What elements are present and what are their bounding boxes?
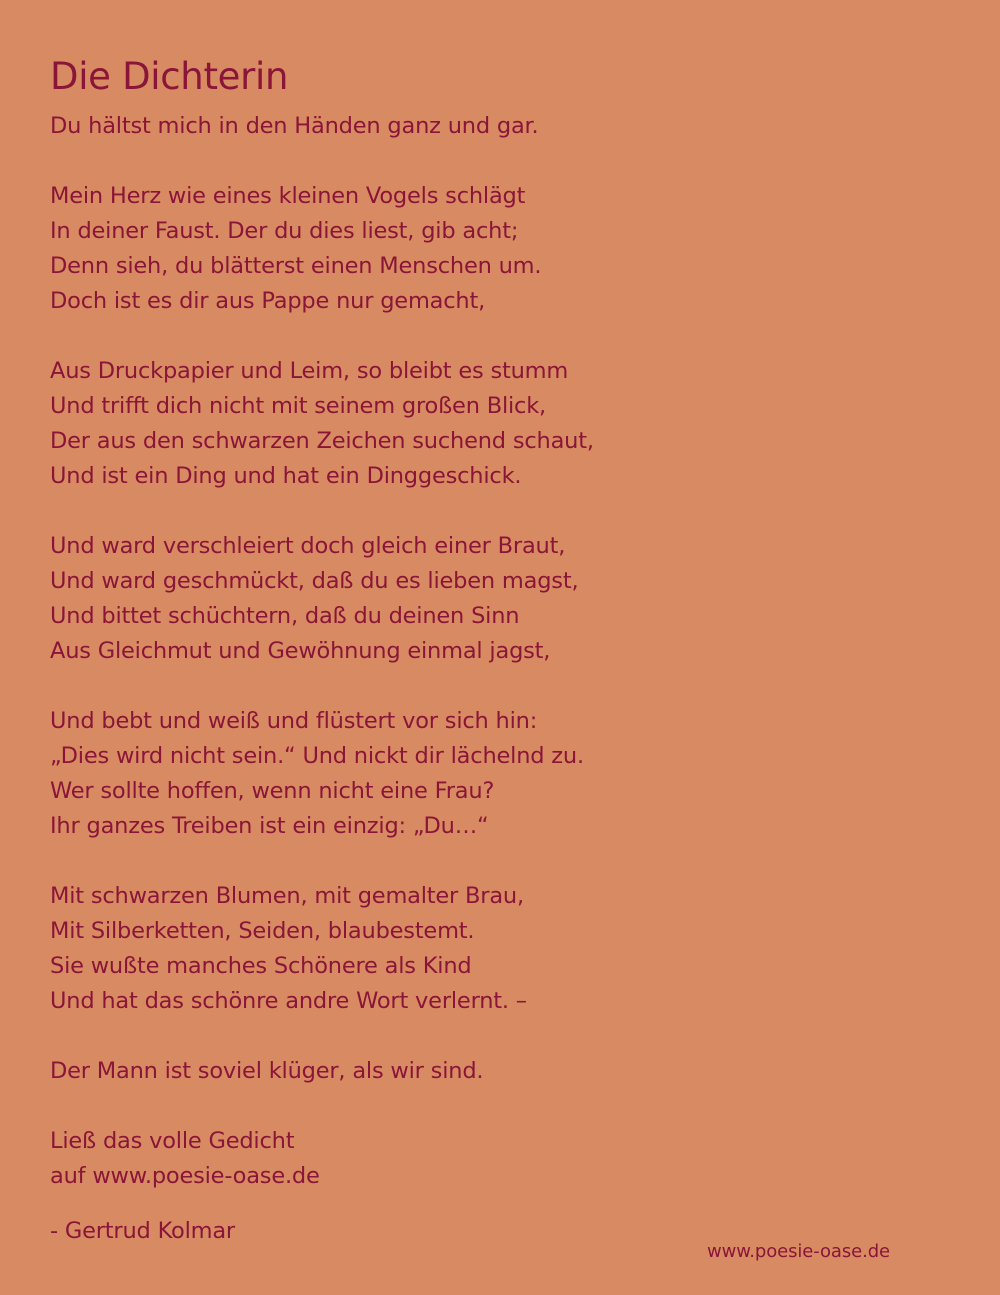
poem-container (50, 55, 950, 1249)
poem-line: Und bittet schüchtern, daß du deinen Sinn (50, 603, 520, 629)
site-watermark: www.poesie-oase.de (707, 1241, 890, 1262)
poem-line: Doch ist es dir aus Pappe nur gemacht, (50, 288, 486, 314)
stanza-3 (50, 354, 950, 494)
poem-line: Der Mann ist soviel klüger, als wir sind. (50, 1058, 484, 1084)
poem-line: Und ward geschmückt, daß du es lieben magst, (50, 568, 579, 594)
poem-line: Aus Gleichmut und Gewöhnung einmal jagst, (50, 638, 551, 664)
poem-title: Die Dichterin (50, 55, 289, 98)
poem-line: Mit Silberketten, Seiden, blaubestemt. (50, 918, 475, 944)
poem-line: Sie wußte manches Schönere als Kind (50, 953, 472, 979)
poem-line: Du hältst mich in den Händen ganz und gar. (50, 113, 539, 139)
poem-line: Aus Druckpapier und Leim, so bleibt es stumm (50, 358, 569, 384)
stanza-2 (50, 179, 950, 319)
poem-line: Denn sieh, du blätterst einen Menschen um. (50, 253, 542, 279)
stanza-4 (50, 529, 950, 669)
poem-line: Ihr ganzes Treiben ist ein einzig: „Du…“ (50, 813, 489, 839)
poem-author: - Gertrud Kolmar (50, 1218, 235, 1244)
poem-line: Mein Herz wie eines kleinen Vogels schlägt (50, 183, 526, 209)
poem-line: Wer sollte hoffen, wenn nicht eine Frau? (50, 778, 495, 804)
stanza-7 (50, 1054, 950, 1089)
poem-line: In deiner Faust. Der du dies liest, gib acht; (50, 218, 519, 244)
poem-line: Mit schwarzen Blumen, mit gemalter Brau, (50, 883, 524, 909)
poem-line: Und ward verschleiert doch gleich einer Braut, (50, 533, 566, 559)
poem-line: Und trifft dich nicht mit seinem großen Blick, (50, 393, 546, 419)
stanza-1 (50, 109, 950, 144)
poem-line: „Dies wird nicht sein.“ Und nickt dir lächelnd zu. (50, 743, 584, 769)
poem-line: Der aus den schwarzen Zeichen suchend schaut, (50, 428, 594, 454)
stanza-6 (50, 879, 950, 1019)
stanza-5 (50, 704, 950, 844)
footer-line: auf www.poesie-oase.de (50, 1163, 320, 1189)
poem-line: Und hat das schönre andre Wort verlernt. – (50, 988, 527, 1014)
poem-line: Und bebt und weiß und flüstert vor sich hin: (50, 708, 538, 734)
poem-line: Und ist ein Ding und hat ein Dinggeschick. (50, 463, 522, 489)
full-poem-note (50, 1124, 950, 1194)
footer-line: Ließ das volle Gedicht (50, 1128, 295, 1154)
